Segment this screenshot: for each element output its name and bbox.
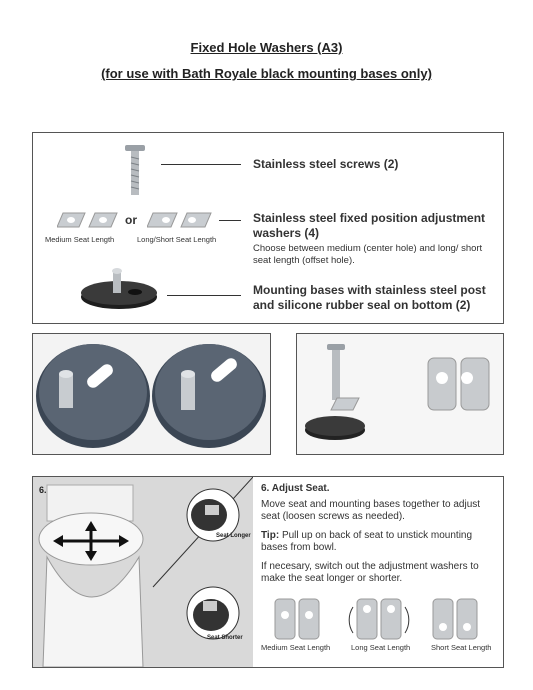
mounting-bases-photo-illustration — [33, 334, 270, 454]
seat-longer-label: Seat Longer — [216, 533, 251, 539]
tip-text: Pull up on back of seat to unstick mounting bases from bowl. — [261, 529, 473, 553]
parts-diagram — [296, 333, 504, 455]
step-body1: Move seat and mounting bases together to adjust seat (loosen screws as needed). — [261, 498, 481, 522]
long-short-washers-image — [147, 211, 215, 229]
step-heading: 6. Adjust Seat. — [261, 483, 330, 494]
screw-image — [121, 143, 151, 199]
washer-long-short-caption: Long/Short Seat Length — [137, 235, 217, 244]
parts-box — [32, 132, 504, 324]
cap-medium: Medium Seat Length — [261, 643, 331, 652]
page-title: Fixed Hole Washers (A3) — [190, 40, 343, 55]
screws-label: Stainless steel screws (2) — [253, 157, 399, 171]
washers-leader-line — [219, 220, 241, 221]
step-body2: If necesary, switch out the adjustment washers to make the seat longer or shorter. — [261, 560, 479, 584]
tip-label: Tip: — [261, 529, 280, 541]
washer-medium-caption: Medium Seat Length — [45, 235, 115, 244]
mounting-base-photo — [32, 333, 271, 455]
screws-leader-line — [161, 164, 241, 165]
page-subtitle: (for use with Bath Royale black mounting bases only) — [101, 66, 432, 81]
step6-box — [32, 476, 504, 668]
step-number: 6. — [39, 485, 47, 495]
seat-shorter-label: Seat Shorter — [207, 635, 243, 641]
washers-note: Choose between medium (center hole) and long/ short seat length (offset hole). — [253, 243, 483, 266]
cap-short: Short Seat Length — [431, 643, 492, 652]
bases-leader-line — [167, 295, 241, 296]
washer-options-illustration — [271, 597, 495, 643]
medium-washers-image — [57, 211, 121, 229]
or-text: or — [125, 213, 137, 227]
washers-label: Stainless steel fixed position adjustment washers (4) — [253, 211, 486, 240]
bases-label: Mounting bases with stainless steel post and silicone rubber seal on bottom (2) — [253, 283, 486, 312]
screw-washer-illustration — [297, 334, 503, 454]
cap-long: Long Seat Length — [351, 643, 411, 652]
mounting-base-image — [77, 265, 161, 311]
